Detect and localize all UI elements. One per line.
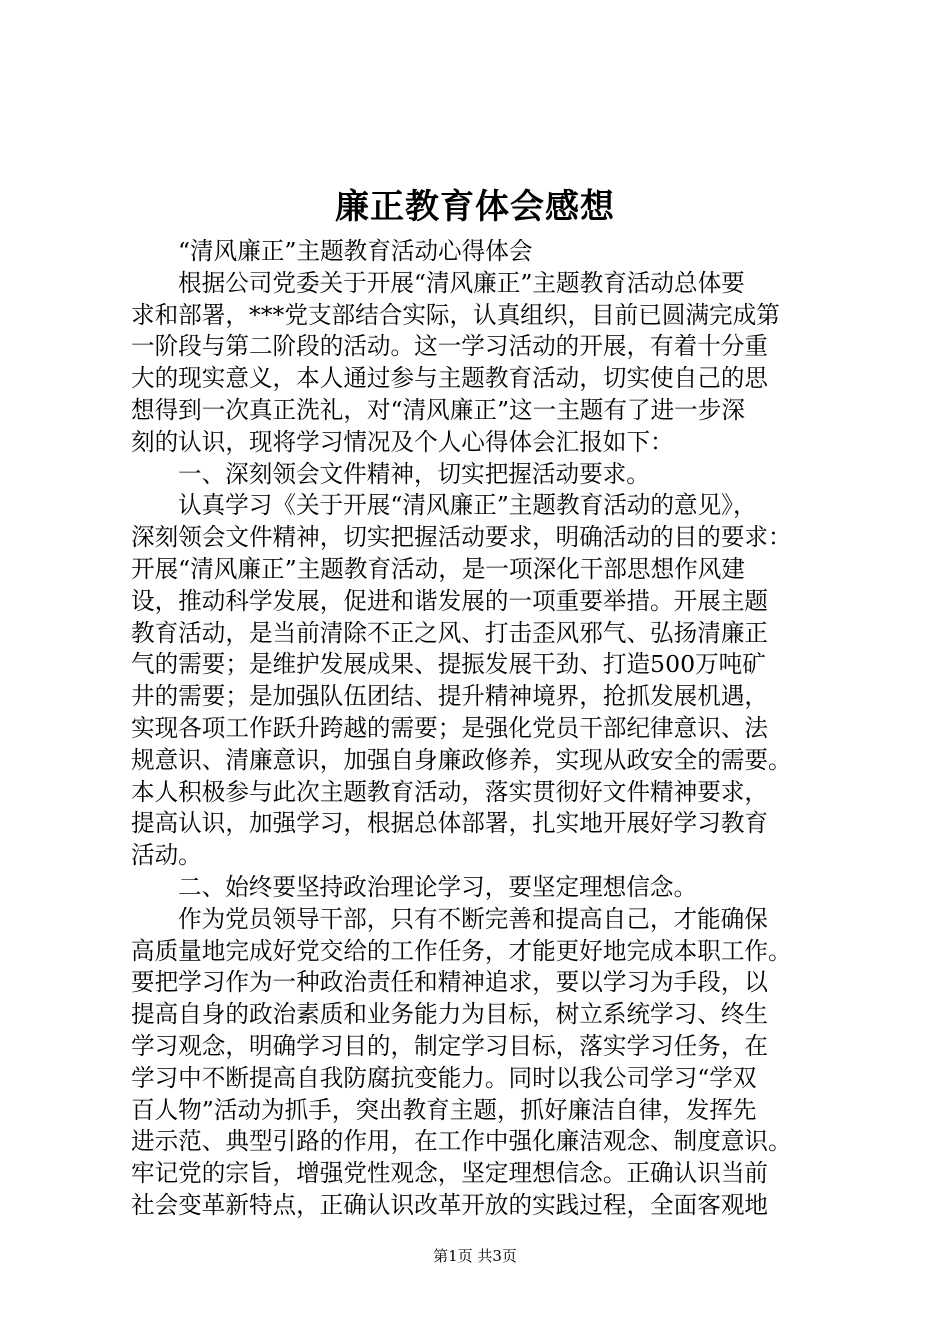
- text-line: 想得到一次真正洗礼，对“清风廉正”这一主题有了进一步深: [131, 395, 745, 424]
- text-line: 提高自身的政治素质和业务能力为目标，树立系统学习、终生: [131, 1000, 769, 1029]
- text-line: 开展“清风廉正”主题教育活动，是一项深化干部思想作风建: [131, 554, 745, 583]
- text-line: 学习中不断提高自我防腐抗变能力。同时以我公司学习“学双: [131, 1063, 757, 1092]
- text-line: 高质量地完成好党交给的工作任务，才能更好地完成本职工作。: [131, 936, 792, 965]
- text-line: 学习观念，明确学习目的，制定学习目标，落实学习任务，在: [131, 1031, 769, 1060]
- text-line: 提高认识，加强学习，根据总体部署，扎实地开展好学习教育: [131, 809, 769, 838]
- text-line: 规意识、清廉意识，加强自身廉政修养，实现从政安全的需要。: [131, 745, 792, 774]
- text-line: 一、深刻领会文件精神，切实把握活动要求。: [178, 459, 650, 488]
- text-line: 教育活动，是当前清除不正之风、打击歪风邪气、弘扬清廉正: [131, 618, 769, 647]
- text-line: 二、始终要坚持政治理论学习，要坚定理想信念。: [178, 872, 698, 901]
- text-line: 气的需要；是维护发展成果、提振发展干劲、打造500万吨矿: [131, 650, 766, 679]
- text-line: 求和部署，***党支部结合实际，认真组织，目前已圆满完成第: [131, 300, 780, 329]
- document-title: 廉正教育体会感想: [335, 187, 615, 227]
- text-line: 牢记党的宗旨，增强党性观念，坚定理想信念。正确认识当前: [131, 1159, 769, 1188]
- text-line: 大的现实意义，本人通过参与主题教育活动，切实使自己的思: [131, 364, 769, 393]
- text-line: 活动。: [131, 841, 202, 870]
- page-footer: 第1页 共3页: [433, 1247, 517, 1265]
- text-line: 作为党员领导干部，只有不断完善和提高自己，才能确保: [178, 904, 768, 933]
- text-line: 根据公司党委关于开展“清风廉正”主题教育活动总体要: [178, 268, 745, 297]
- text-line: 要把学习作为一种政治责任和精神追求，要以学习为手段，以: [131, 968, 769, 997]
- text-line: 进示范、典型引路的作用，在工作中强化廉洁观念、制度意识。: [131, 1127, 792, 1156]
- text-line: 社会变革新特点，正确认识改革开放的实践过程，全面客观地: [131, 1190, 769, 1219]
- document-body: [131, 236, 831, 1222]
- text-line: 实现各项工作跃升跨越的需要；是强化党员干部纪律意识、法: [131, 713, 769, 742]
- text-line: “清风廉正”主题教育活动心得体会: [178, 237, 533, 265]
- text-line: 深刻领会文件精神，切实把握活动要求，明确活动的目的要求：: [131, 523, 792, 552]
- text-line: 井的需要；是加强队伍团结、提升精神境界，抢抓发展机遇，: [131, 682, 769, 711]
- text-line: 一阶段与第二阶段的活动。这一学习活动的开展，有着十分重: [131, 332, 769, 361]
- text-line: 本人积极参与此次主题教育活动，落实贯彻好文件精神要求，: [131, 777, 769, 806]
- text-line: 百人物”活动为抓手，突出教育主题，抓好廉洁自律，发挥先: [131, 1095, 757, 1124]
- text-line: 刻的认识，现将学习情况及个人心得体会汇报如下：: [131, 427, 674, 456]
- text-line: 设，推动科学发展，促进和谐发展的一项重要举措。开展主题: [131, 586, 769, 615]
- text-line: 认真学习《关于开展“清风廉正”主题教育活动的意见》，: [178, 491, 757, 520]
